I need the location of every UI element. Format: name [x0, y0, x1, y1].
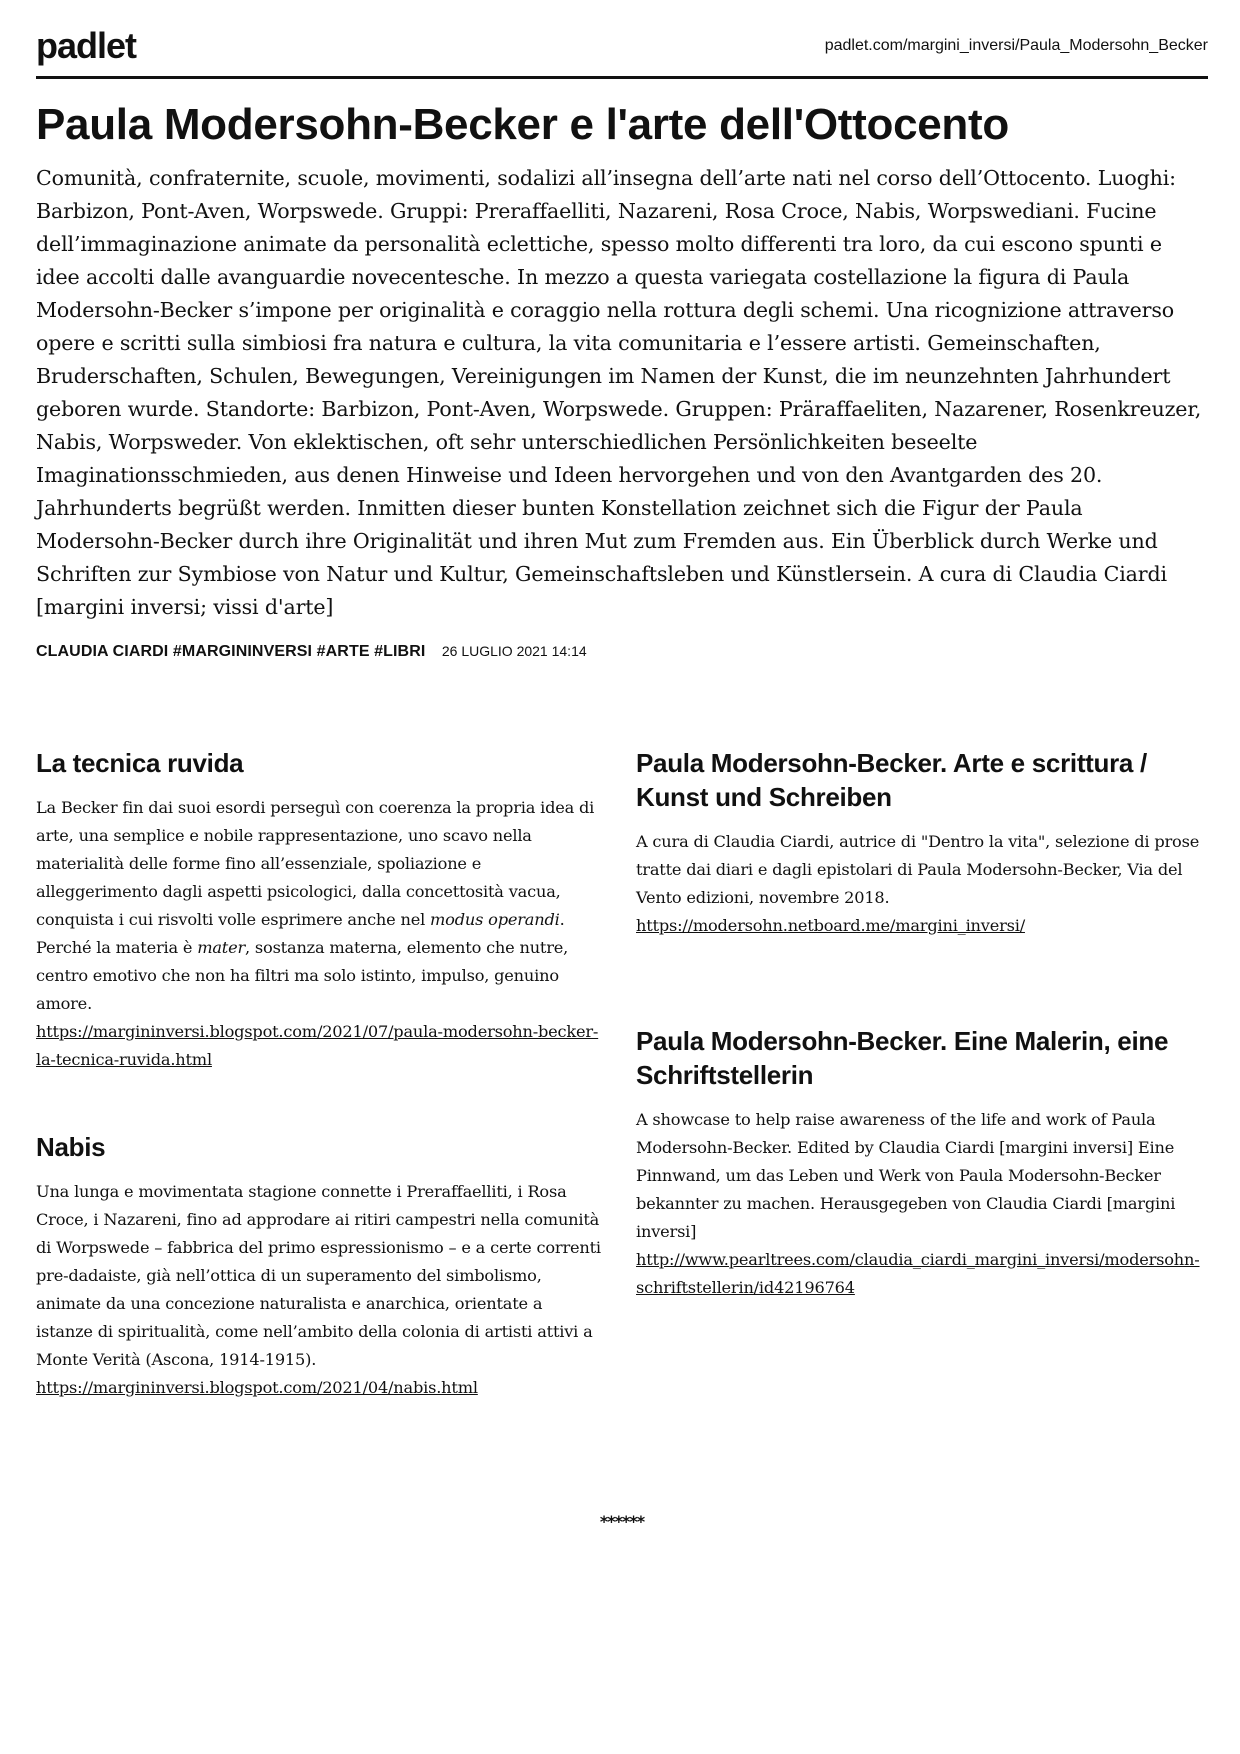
post-link[interactable]: https://margininversi.blogspot.com/2021/07/paula-modersohn-becker-la-tecnica-ruvida.html	[36, 1022, 599, 1069]
post-title: La tecnica ruvida	[36, 748, 244, 778]
post-body-text: La Becker fin dai suoi esordi perseguì con coerenza la propria idea di arte, una semplice e nobile rappresentazione, uno scavo nella materialità delle forme fino all’essenziale, spoliazione e alleggerimento dagli aspetti psicologici, dalla concettosità vacua, conquista i cui risvolti volle esprimere anche nel	[36, 798, 595, 929]
post-body-text: Una lunga e movimentata stagione connette i Preraffaelliti, i Rosa Croce, i Nazareni, fino ad approdare ai ritiri campestri nella comunità di Worpswede – fabbrica del primo espressionismo – e a certe correnti pre-dadaiste, già nell’ottica di un superamento del simbolismo, animate da una concezione naturalista e anarchica, orientate a istanze di spiritualità, come nell’ambito della colonia di artisti attivi a Monte Verità (Ascona, 1914-1915).	[36, 1182, 601, 1369]
author-tags[interactable]: CLAUDIA CIARDI #MARGININVERSI #ARTE #LIBRI	[36, 643, 426, 660]
post-card	[636, 746, 1202, 940]
padlet-export-page	[36, 0, 1208, 1754]
post-card	[36, 746, 602, 1074]
page-header	[36, 24, 1208, 79]
post-card	[36, 1130, 602, 1402]
publish-date: 26 LUGLIO 2021 14:14	[441, 643, 587, 659]
post-link[interactable]: https://modersohn.netboard.me/margini_inversi/	[636, 916, 1025, 935]
post-body	[36, 794, 602, 1074]
board-description: Comunità, confraternite, scuole, movimenti, sodalizi all’insegna dell’arte nati nel corso dell’Ottocento. Luoghi: Barbizon, Pont-Aven, Worpswede. Gruppi: Preraffaelliti, Nazareni, Rosa Croce, Nabis, Worpswediani. Fucine dell’immaginazione animate da personalità eclettiche, spesso molto differenti tra loro, da cui escono spunti e idee accolti dalle avanguardie novecentesche. In mezzo a questa variegata costellazione la figura di Paula Modersohn-Becker s’impone per originalità e coraggio nella rottura degli schemi. Una ricognizione attraverso opere e scritti sulla simbiosi fra natura e cultura, la vita comunitaria e l’essere artisti. Gemeinschaften, Bruderschaften, Schulen, Bewegungen, Vereinigungen im Namen der Kunst, die im neunzehnten Jahrhundert geboren wurde. Standorte: Barbizon, Pont-Aven, Worpswede. Gruppen: Präraffaeliten, Nazarener, Rosenkreuzer, Nabis, Worpsweder. Von eklektischen, oft sehr unterschiedlichen Persönlichkeiten beseelte Imaginationsschmieden, aus denen Hinweise und Ideen hervorgehen und von den Avantgarden des 20. Jahrhunderts begrüßt werden. Inmitten dieser bunten Konstellation zeichnet sich die Figur der Paula Modersohn-Becker durch ihre Originalität und ihren Mut zum Fremden aus. Ein Überblick durch Werke und Schriften zur Symbiose von Natur und Kultur, Gemeinschaftsleben und Künstlersein. A cura di Claudia Ciardi [margini inversi; vissi d'arte]	[36, 166, 1202, 619]
post-body	[636, 828, 1202, 940]
post-link[interactable]: http://www.pearltrees.com/claudia_ciardi_margini_inversi/modersohn-schriftstellerin/id42196764	[636, 1250, 1200, 1297]
post-card	[636, 1024, 1202, 1302]
footer-separator: ******	[599, 1512, 645, 1531]
post-body	[636, 1106, 1202, 1302]
board-url[interactable]: padlet.com/margini_inversi/Paula_Modersohn_Becker	[824, 37, 1208, 54]
padlet-logo[interactable]: padlet	[36, 25, 137, 66]
post-title: Paula Modersohn-Becker. Eine Malerin, eine Schriftstellerin	[636, 1026, 1169, 1090]
post-title: Nabis	[36, 1132, 106, 1162]
post-body	[36, 1178, 602, 1402]
post-body-emphasis: mater	[197, 938, 246, 957]
post-body-text: . Perché la materia è	[36, 910, 565, 957]
post-title: Paula Modersohn-Becker. Arte e scrittura / Kunst und Schreiben	[636, 748, 1147, 812]
post-body-text: A showcase to help raise awareness of the life and work of Paula Modersohn-Becker. Edited by Claudia Ciardi [margini inversi] Eine Pinnwand, um das Leben und Werk von Paula Modersohn-Becker bekannter zu machen. Herausgegeben von Claudia Ciardi [margini inversi]	[636, 1110, 1176, 1241]
board-title: Paula Modersohn-Becker e l'arte dell'Ottocento	[36, 100, 1009, 149]
post-body-text: A cura di Claudia Ciardi, autrice di "Dentro la vita", selezione di prose tratte dai diari e dagli epistolari di Paula Modersohn-Becker, Via del Vento edizioni, novembre 2018.	[636, 832, 1200, 907]
post-link[interactable]: https://margininversi.blogspot.com/2021/04/nabis.html	[36, 1378, 478, 1397]
post-body-text: , sostanza materna, elemento che nutre, centro emotivo che non ha filtri ma solo istinto, impulso, genuino amore.	[36, 938, 569, 1013]
post-body-emphasis: modus operandi	[430, 910, 560, 929]
board-meta	[36, 640, 1208, 662]
